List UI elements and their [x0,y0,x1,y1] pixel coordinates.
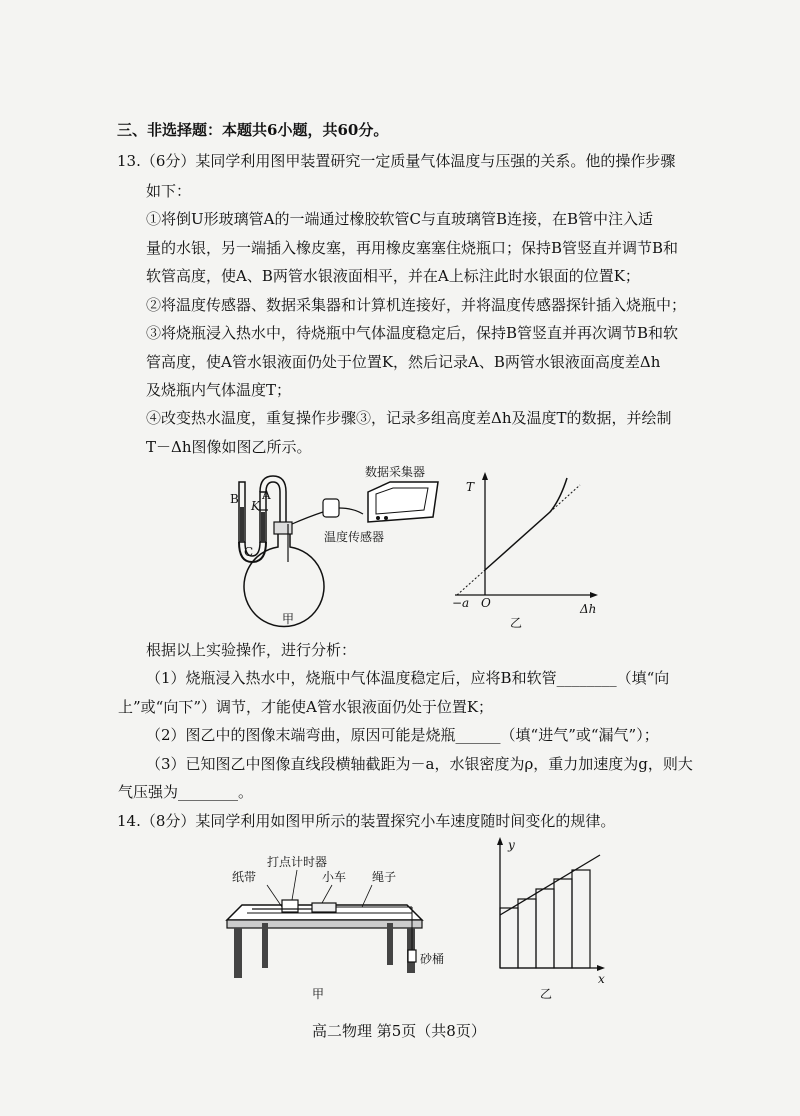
label-yi-14: 乙 [540,987,553,1001]
section-title: 三、非选择题：本题共6小题，共60分。 [117,121,389,139]
q13-step1-line1: ①将倒U形玻璃管A的一端通过橡胶软管C与直玻璃管B连接，在B管中注入适 [146,210,654,228]
label-dh: Δh [580,602,597,616]
q13-part1-line1: （1）烧瓶浸入热水中，烧瓶中气体温度稳定后，应将B和软管________（填“向 [146,669,670,687]
label-a: A [262,488,271,502]
cart [312,903,336,912]
bar [500,908,518,968]
page-footer: 高二物理 第5页（共8页） [312,1022,486,1040]
mercury-b [240,507,244,542]
bar [554,879,572,968]
q13-part1-line2: 上”或“向下”）调节，才能使A管水银液面仍处于位置K； [118,698,494,716]
q13-step2: ②将温度传感器、数据采集器和计算机连接好，并将温度传感器探针插入烧瓶中； [146,296,687,314]
q13-step3-line2: 管高度，使A管水银液面仍处于位置K，然后记录A、B两管水银液面高度差Δh [146,353,661,371]
label-x: x [598,972,605,986]
q13-step1-line2: 量的水银，另一端插入橡皮塞，再用橡皮塞塞住烧瓶口；保持B管竖直并调节B和 [146,239,679,257]
q13-step4-line1: ④改变热水温度，重复操作步骤③，记录多组高度差Δh及温度T的数据，并绘制 [146,409,672,427]
timer [282,900,298,912]
dotted-extension [457,570,485,595]
q14-figure-yi-graph [490,835,610,975]
label-b: B [230,492,239,506]
bar [572,870,590,968]
label-timer: 打点计时器 [267,855,328,869]
q13-header-cont: 如下： [146,182,192,200]
q13-step3-line1: ③将烧瓶浸入热水中，待烧瓶中气体温度稳定后，保持B管竖直并再次调节B和软 [146,324,679,342]
q13-analysis: 根据以上实验操作，进行分析： [146,641,357,659]
bar [518,899,536,968]
q13-step3-line3: 及烧瓶内气体温度T； [146,381,292,399]
label-bucket: 砂桶 [420,952,445,966]
rubber-stopper [274,522,292,534]
q13-header: 13.（6分）某同学利用图甲装置研究一定质量气体温度与压强的关系。他的操作步骤 [117,152,676,170]
fit-line [500,855,600,915]
label-c: C [244,545,254,559]
label-tape: 纸带 [232,870,257,884]
label-k: K [251,499,260,513]
label-t: T [466,480,475,494]
label-temp-sensor: 温度传感器 [324,530,385,544]
table-leg [234,928,242,978]
q13-part2: （2）图乙中的图像末端弯曲，原因可能是烧瓶______（填“进气”或“漏气”）； [146,726,659,744]
label-neg-a: −a [452,596,470,610]
q14-header: 14.（8分）某同学利用如图甲所示的装置探究小车速度随时间变化的规律。 [117,812,616,830]
sensor-body [323,499,339,517]
label-rope: 绳子 [372,870,397,884]
label-cart: 小车 [322,870,347,884]
bar [536,889,554,968]
q13-part3-line2: 气压强为________。 [118,783,254,801]
label-yi-13: 乙 [510,616,523,630]
q13-step4-line2: T－Δh图像如图乙所示。 [146,438,312,456]
label-data-collector: 数据采集器 [365,465,426,479]
sand-bucket [408,950,416,962]
q13-step1-line3: 软管高度，使A、B两管水银液面相平，并在A上标注此时水银面的位置K； [146,267,640,285]
label-origin: O [481,596,491,610]
label-jia-14: 甲 [312,987,325,1001]
t-dh-curve [485,478,567,570]
q13-figure-yi-graph [455,470,605,610]
label-y: y [508,838,515,852]
label-jia-13: 甲 [282,612,295,626]
q13-part3-line1: （3）已知图乙中图像直线段横轴截距为－a，水银密度为ρ，重力加速度为g，则大 [146,755,693,773]
